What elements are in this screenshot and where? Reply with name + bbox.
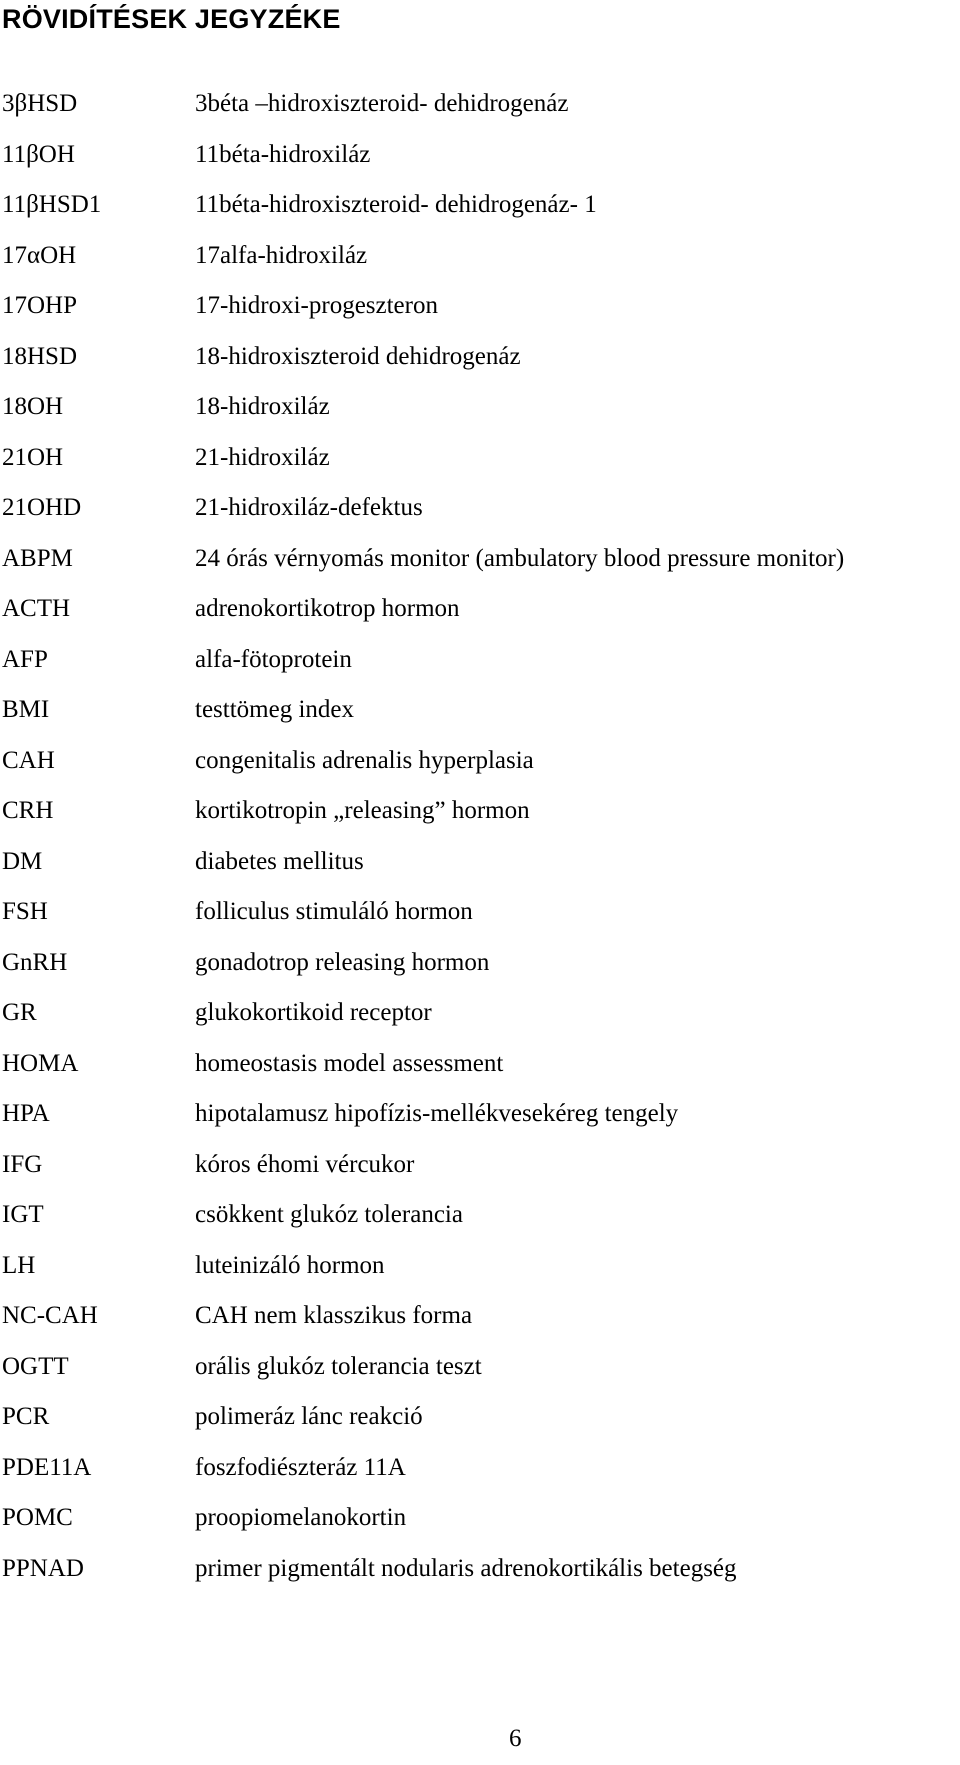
abbreviation-code: DM bbox=[2, 847, 43, 875]
abbreviation-definition: hipotalamusz hipofízis-mellékvesekéreg tengely bbox=[195, 1100, 679, 1127]
abbreviation-row bbox=[0, 948, 960, 999]
abbreviation-row bbox=[0, 1251, 960, 1302]
abbreviation-row bbox=[0, 89, 960, 140]
abbreviation-row bbox=[0, 190, 960, 241]
abbreviation-definition: 21-hidroxiláz bbox=[195, 443, 330, 471]
abbreviation-code: 21OH bbox=[2, 443, 64, 471]
abbreviation-definition: CAH nem klasszikus forma bbox=[195, 1302, 473, 1329]
abbreviation-code: FSH bbox=[2, 898, 48, 925]
abbreviation-code: 21OHD bbox=[2, 494, 82, 521]
abbreviation-code: HOMA bbox=[2, 1049, 79, 1077]
abbreviation-code: HPA bbox=[2, 1100, 50, 1127]
abbreviation-definition: primer pigmentált nodularis adrenokortikális betegség bbox=[195, 1554, 737, 1582]
abbreviation-definition: 3béta –hidroxiszteroid- dehidrogenáz bbox=[195, 90, 569, 117]
abbreviation-row bbox=[0, 544, 960, 595]
abbreviation-definition: 18-hidroxiszteroid dehidrogenáz bbox=[195, 342, 521, 370]
abbreviation-row bbox=[0, 998, 960, 1049]
abbreviation-code: 11βOH bbox=[2, 140, 75, 168]
abbreviation-definition: alfa-fötoprotein bbox=[195, 645, 352, 673]
abbreviation-definition: foszfodiészteráz 11A bbox=[195, 1453, 406, 1481]
abbreviation-definition: proopiomelanokortin bbox=[195, 1504, 407, 1531]
abbreviation-code: PCR bbox=[2, 1403, 50, 1430]
abbreviation-definition: 11béta-hidroxiszteroid- dehidrogenáz- 1 bbox=[195, 191, 597, 218]
abbreviation-code: POMC bbox=[2, 1504, 73, 1531]
abbreviation-code: NC-CAH bbox=[2, 1302, 98, 1329]
abbreviation-definition: 17-hidroxi-progeszteron bbox=[195, 292, 438, 319]
abbreviation-definition: orális glukóz tolerancia teszt bbox=[195, 1352, 482, 1380]
abbreviation-row bbox=[0, 594, 960, 645]
abbreviation-code: LH bbox=[2, 1251, 36, 1279]
abbreviation-code: BMI bbox=[2, 696, 50, 723]
abbreviation-definition: kóros éhomi vércukor bbox=[195, 1150, 415, 1178]
abbreviation-definition: testtömeg index bbox=[195, 696, 354, 723]
page-number: 6 bbox=[509, 1725, 522, 1752]
abbreviation-row bbox=[0, 443, 960, 494]
abbreviation-definition: luteinizáló hormon bbox=[195, 1251, 385, 1279]
abbreviation-code: 18HSD bbox=[2, 342, 78, 370]
abbreviation-code: CRH bbox=[2, 797, 54, 824]
abbreviation-code: CAH bbox=[2, 746, 55, 774]
abbreviation-code: 18OH bbox=[2, 393, 64, 420]
abbreviation-code: GnRH bbox=[2, 948, 68, 976]
abbreviation-code: 11βHSD1 bbox=[2, 191, 102, 218]
abbreviation-definition: 11béta-hidroxiláz bbox=[195, 140, 371, 168]
abbreviation-row bbox=[0, 1150, 960, 1201]
abbreviation-row bbox=[0, 241, 960, 292]
abbreviation-code: GR bbox=[2, 999, 37, 1026]
abbreviation-definition: glukokortikoid receptor bbox=[195, 999, 432, 1026]
abbreviation-row bbox=[0, 1453, 960, 1504]
abbreviation-code: 17αOH bbox=[2, 241, 77, 269]
abbreviation-definition: 17alfa-hidroxiláz bbox=[195, 241, 368, 269]
abbreviation-code: PDE11A bbox=[2, 1453, 92, 1481]
abbreviation-row bbox=[0, 1503, 960, 1554]
abbreviation-code: OGTT bbox=[2, 1352, 69, 1380]
abbreviation-definition: polimeráz lánc reakció bbox=[195, 1403, 423, 1430]
abbreviation-row bbox=[0, 1554, 960, 1605]
abbreviation-row bbox=[0, 342, 960, 393]
abbreviation-code: AFP bbox=[2, 645, 48, 673]
abbreviation-row bbox=[0, 1099, 960, 1150]
abbreviation-row bbox=[0, 897, 960, 948]
abbreviation-row bbox=[0, 1049, 960, 1100]
abbreviation-definition: kortikotropin „releasing” hormon bbox=[195, 797, 530, 824]
abbreviation-definition: 18-hidroxiláz bbox=[195, 393, 330, 420]
abbreviation-definition: csökkent glukóz tolerancia bbox=[195, 1201, 463, 1228]
abbreviation-row bbox=[0, 645, 960, 696]
abbreviation-definition: folliculus stimuláló hormon bbox=[195, 898, 473, 925]
abbreviation-definition: homeostasis model assessment bbox=[195, 1049, 504, 1077]
abbreviation-code: 17OHP bbox=[2, 292, 78, 319]
abbreviation-code: PPNAD bbox=[2, 1554, 84, 1582]
abbreviation-code: ABPM bbox=[2, 544, 73, 572]
abbreviation-definition: 24 órás vérnyomás monitor (ambulatory blood pressure monitor) bbox=[195, 544, 845, 572]
abbreviation-row bbox=[0, 392, 960, 443]
abbreviation-list bbox=[0, 89, 960, 1604]
abbreviation-definition: diabetes mellitus bbox=[195, 847, 364, 875]
abbreviation-definition: gonadotrop releasing hormon bbox=[195, 948, 490, 976]
abbreviation-row bbox=[0, 695, 960, 746]
abbreviation-row bbox=[0, 1200, 960, 1251]
abbreviation-row bbox=[0, 493, 960, 544]
abbreviation-code: 3βHSD bbox=[2, 90, 78, 117]
abbreviation-row bbox=[0, 746, 960, 797]
abbreviation-row bbox=[0, 1402, 960, 1453]
abbreviation-row bbox=[0, 291, 960, 342]
abbreviation-row bbox=[0, 1352, 960, 1403]
abbreviation-row bbox=[0, 140, 960, 191]
abbreviation-row bbox=[0, 796, 960, 847]
abbreviation-code: IGT bbox=[2, 1201, 44, 1228]
abbreviation-code: IFG bbox=[2, 1150, 43, 1178]
abbreviation-definition: adrenokortikotrop hormon bbox=[195, 595, 460, 622]
abbreviation-definition: 21-hidroxiláz-defektus bbox=[195, 494, 423, 521]
page-title: RÖVIDÍTÉSEK JEGYZÉKE bbox=[2, 4, 341, 34]
abbreviation-code: ACTH bbox=[2, 595, 71, 622]
abbreviation-row bbox=[0, 1301, 960, 1352]
abbreviation-row bbox=[0, 847, 960, 898]
abbreviation-definition: congenitalis adrenalis hyperplasia bbox=[195, 746, 534, 774]
